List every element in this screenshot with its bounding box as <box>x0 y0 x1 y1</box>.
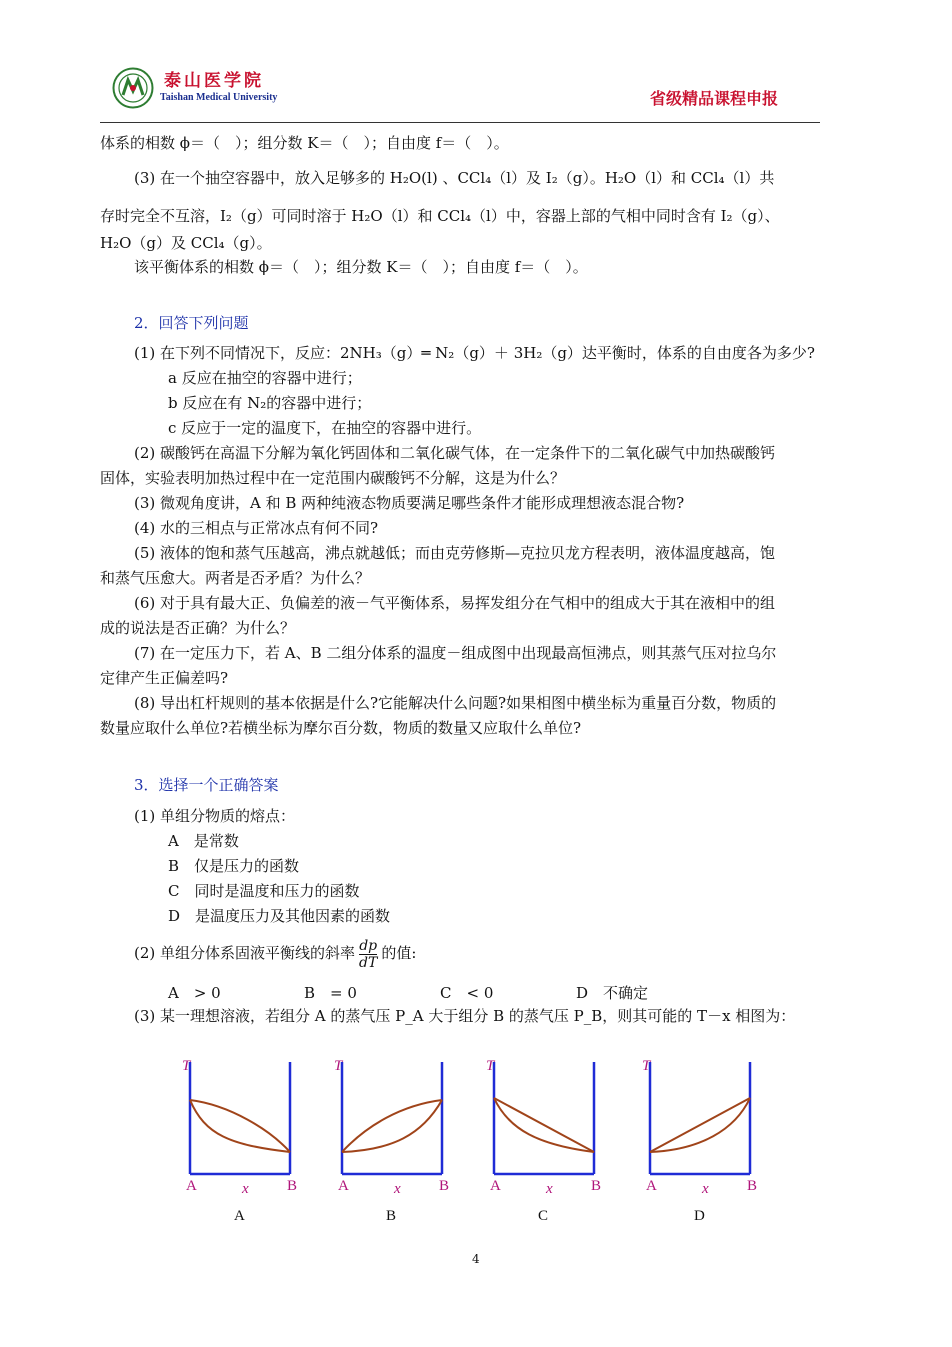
diagram-c <box>486 1058 601 1224</box>
right-end-label: B <box>747 1178 758 1194</box>
option-b: B 仅是压力的函数 <box>168 857 300 875</box>
left-end-label: A <box>338 1178 349 1194</box>
text-line: 存时完全不互溶，I₂（g）可同时溶于 H₂O（l）和 CCl₄（l）中，容器上部的气相中同时含有 I₂（g）、 <box>100 207 780 225</box>
university-logo-icon <box>112 67 154 109</box>
option-c: C 同时是温度和压力的函数 <box>168 882 360 900</box>
question-line: (2) 碳酸钙在高温下分解为氧化钙固体和二氧化碳气体，在一定条件下的二氧化碳气中加热碳酸钙 <box>134 444 776 462</box>
option-a: A > 0 <box>168 984 221 1002</box>
option-c: C < 0 <box>440 984 494 1002</box>
axis-t-label: T <box>642 1058 651 1074</box>
diagram-caption: D <box>694 1208 705 1224</box>
fraction-denominator: dT <box>359 954 378 971</box>
option-d: D 不确定 <box>576 984 649 1002</box>
question-line: (3) 微观角度讲，A 和 B 两种纯液态物质要满足哪些条件才能形成理想液态混合物? <box>134 494 685 512</box>
left-end-label: A <box>186 1178 197 1194</box>
x-axis-label: x <box>546 1181 553 1197</box>
q2-stem-before: (2) 单组分体系固液平衡线的斜率 <box>134 944 356 962</box>
phase-diagrams <box>160 1050 800 1240</box>
diagram-d <box>642 1058 757 1224</box>
header-divider <box>100 122 820 123</box>
question-stem-q2 <box>134 935 416 971</box>
diagram-b <box>334 1058 449 1224</box>
question-stem: (1) 单组分物质的熔点： <box>134 807 296 825</box>
x-axis-label: x <box>394 1181 401 1197</box>
axis-t-label: T <box>486 1058 495 1074</box>
fraction-numerator: dp <box>359 937 378 954</box>
axis-t-label: T <box>182 1058 191 1074</box>
right-end-label: B <box>439 1178 450 1194</box>
header <box>0 0 952 125</box>
text-line: 该平衡体系的相数 ϕ＝（ ）；组分数 K＝（ ）；自由度 f＝（ ）。 <box>134 258 588 276</box>
page-number: 4 <box>472 1252 480 1266</box>
question-stem: (3) 某一理想溶液，若组分 A 的蒸气压 P_A 大于组分 B 的蒸气压 P_B，则其可能的 T－x 相图为： <box>134 1007 796 1025</box>
right-end-label: B <box>591 1178 602 1194</box>
text-line: 体系的相数 ϕ＝（ ）；组分数 K＝（ ）；自由度 f＝（ ）。 <box>100 134 509 152</box>
text-line: (3) 在一个抽空容器中，放入足够多的 H₂O(l) 、CCl₄（l）及 I₂（g）。H₂O（l）和 CCl₄（l）共 <box>134 169 775 187</box>
section-title: 2．回答下列问题 <box>134 314 249 332</box>
question-line: 定律产生正偏差吗? <box>100 669 229 687</box>
question-line: c 反应于一定的温度下，在抽空的容器中进行。 <box>168 419 482 437</box>
question-line: a 反应在抽空的容器中进行； <box>168 369 362 387</box>
university-name-cn: 泰山医学院 <box>164 71 264 91</box>
text-line: H₂O（g）及 CCl₄（g）。 <box>100 234 272 252</box>
question-line: (6) 对于具有最大正、负偏差的液－气平衡体系，易挥发组分在气相中的组成大于其在液相中的组 <box>134 594 776 612</box>
question-line: b 反应在有 N₂的容器中进行； <box>168 394 372 412</box>
left-end-label: A <box>490 1178 501 1194</box>
option-b: B = 0 <box>304 984 357 1002</box>
diagram-caption: B <box>386 1208 397 1224</box>
question-line: (5) 液体的饱和蒸气压越高，沸点就越低；而由克劳修斯—克拉贝龙方程表明，液体温度越高，饱 <box>134 544 776 562</box>
q2-stem-after: 的值: <box>381 944 417 962</box>
question-line: 和蒸气压愈大。两者是否矛盾？为什么？ <box>100 569 371 587</box>
question-line: 成的说法是否正确？为什么？ <box>100 619 296 637</box>
right-end-label: B <box>287 1178 298 1194</box>
question-line: (4) 水的三相点与正常冰点有何不同? <box>134 519 379 537</box>
diagram-caption: A <box>234 1208 245 1224</box>
x-axis-label: x <box>702 1181 709 1197</box>
option-a: A 是常数 <box>168 832 239 850</box>
x-axis-label: x <box>242 1181 249 1197</box>
question-line: (8) 导出杠杆规则的基本依据是什么?它能解决什么问题?如果相图中横坐标为重量百分数，物质的 <box>134 694 777 712</box>
left-end-label: A <box>646 1178 657 1194</box>
question-line: 固体，实验表明加热过程中在一定范围内碳酸钙不分解，这是为什么？ <box>100 469 566 487</box>
diagram-caption: C <box>538 1208 549 1224</box>
diagram-a <box>182 1058 297 1224</box>
derivative-fraction <box>359 938 377 971</box>
header-right-title: 省级精品课程申报 <box>650 89 779 108</box>
university-name-en: Taishan Medical University <box>160 92 278 103</box>
section-title: 3．选择一个正确答案 <box>134 776 279 794</box>
option-d: D 是温度压力及其他因素的函数 <box>168 907 391 925</box>
question-line: 数量应取什么单位?若横坐标为摩尔百分数，物质的数量又应取什么单位? <box>100 719 582 737</box>
question-line: (7) 在一定压力下，若 A、B 二组分体系的温度－组成图中出现最高恒沸点，则其蒸气压对拉乌尔 <box>134 644 777 662</box>
axis-t-label: T <box>334 1058 343 1074</box>
question-line: (1) 在下列不同情况下，反应：2NH₃（g）═ N₂（g）＋ 3H₂（g）达平衡时，体系的自由度各为多少? <box>134 344 815 362</box>
